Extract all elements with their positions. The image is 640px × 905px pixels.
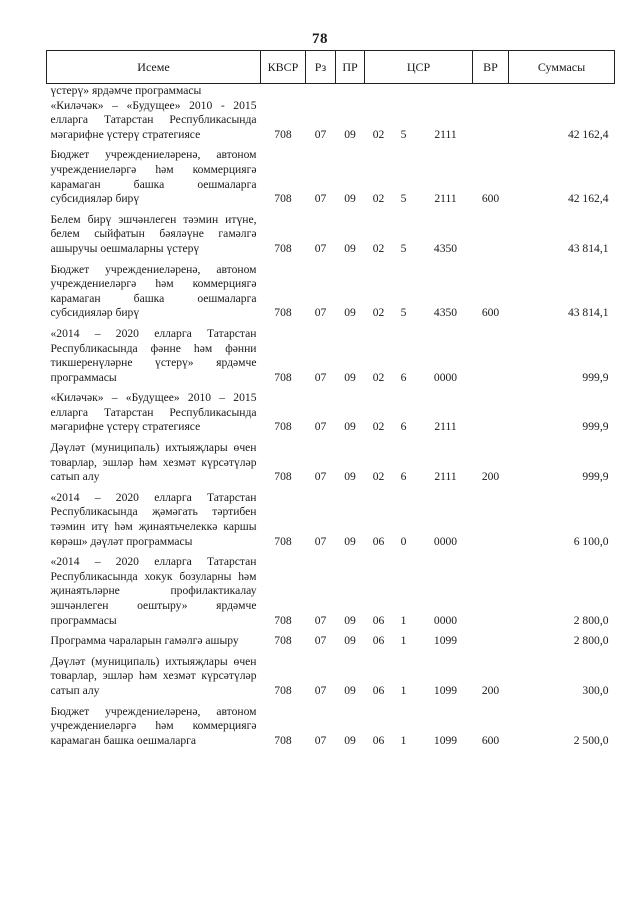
row-csr-program: 02 bbox=[372, 241, 385, 255]
row-csr-subprogram: 1 bbox=[400, 613, 407, 627]
row-amount: 42 162,4 bbox=[567, 192, 609, 206]
row-pr: 09 bbox=[344, 733, 356, 747]
table-row bbox=[47, 634, 615, 655]
table-header-row bbox=[47, 51, 615, 84]
row-kvsr: 708 bbox=[274, 370, 292, 384]
header-vr: ВР bbox=[473, 51, 509, 84]
row-csr-program: 06 bbox=[372, 613, 385, 627]
row-kvsr: 708 bbox=[274, 420, 292, 434]
row-csr-program: 02 bbox=[372, 420, 385, 434]
row-amount: 999,9 bbox=[582, 420, 609, 434]
row-csr-direction: 2111 bbox=[434, 192, 457, 206]
header-csr: ЦСР bbox=[365, 51, 473, 84]
row-rz: 07 bbox=[314, 306, 327, 320]
row-rz: 07 bbox=[314, 470, 327, 484]
header-name: Исеме bbox=[47, 51, 261, 84]
header-pr: ПР bbox=[336, 51, 365, 84]
row-name: Бюджет учреждениеләренә, автоном учреждениеләргә һәм коммерциягә карамаган башка оешмаларга субсидияләр бирү bbox=[50, 148, 257, 206]
row-kvsr: 708 bbox=[274, 241, 292, 255]
row-amount: 2 800,0 bbox=[573, 613, 609, 627]
row-amount: 2 800,0 bbox=[573, 634, 609, 648]
row-csr-program: 06 bbox=[372, 733, 385, 747]
row-vr bbox=[473, 555, 509, 634]
row-csr-program: 06 bbox=[372, 634, 385, 648]
row-pr: 09 bbox=[344, 420, 356, 434]
row-kvsr: 708 bbox=[274, 127, 292, 141]
row-csr-direction: 0000 bbox=[433, 613, 458, 627]
row-csr-subprogram: 1 bbox=[400, 634, 407, 648]
row-csr-subprogram: 6 bbox=[400, 370, 407, 384]
row-csr-subprogram: 5 bbox=[400, 241, 407, 255]
row-pr: 09 bbox=[344, 634, 356, 648]
row-pr: 09 bbox=[344, 534, 356, 548]
row-rz: 07 bbox=[314, 192, 327, 206]
row-vr bbox=[473, 634, 509, 655]
row-name: «2014 – 2020 елларга Татарстан Республикасында җәмәгать тәртибен тәэмин итү һәм җинаятьчелеккә каршы көрәш» дәүләт программасы bbox=[50, 490, 257, 548]
row-kvsr: 708 bbox=[274, 306, 292, 320]
row-vr: 200 bbox=[481, 683, 500, 697]
row-csr-direction: 1099 bbox=[433, 634, 458, 648]
header-amount: Суммасы bbox=[509, 51, 615, 84]
table-row bbox=[47, 327, 615, 391]
row-name: Бюджет учреждениеләренә, автоном учреждениеләргә һәм коммерциягә карамаган башка оешмаларга субсидияләр бирү bbox=[50, 262, 257, 320]
table-row bbox=[47, 263, 615, 327]
row-csr-program: 02 bbox=[372, 306, 385, 320]
row-pr: 09 bbox=[344, 306, 356, 320]
table-body bbox=[47, 84, 615, 755]
row-amount: 999,9 bbox=[582, 470, 609, 484]
row-pr: 09 bbox=[344, 192, 356, 206]
row-vr: 600 bbox=[481, 733, 500, 747]
row-csr-subprogram: 1 bbox=[400, 683, 407, 697]
row-csr-program: 02 bbox=[372, 470, 385, 484]
row-csr-direction: 1099 bbox=[433, 683, 458, 697]
row-csr-direction: 4350 bbox=[433, 241, 458, 255]
row-vr bbox=[473, 213, 509, 263]
row-csr-direction: 2111 bbox=[434, 127, 457, 141]
row-pr: 09 bbox=[344, 683, 356, 697]
table-row bbox=[47, 705, 615, 755]
row-amount: 42 162,4 bbox=[567, 127, 609, 141]
row-name: «Киләчәк» – «Будущее» 2010 - 2015 елларга Татарстан Республикасында мәгарифне үстерү стратегиясе bbox=[50, 98, 257, 141]
row-amount: 2 500,0 bbox=[573, 733, 609, 747]
row-kvsr: 708 bbox=[274, 470, 292, 484]
table-row bbox=[47, 655, 615, 705]
page-number: 78 bbox=[312, 31, 328, 47]
row-csr-direction: 0000 bbox=[433, 534, 458, 548]
row-csr-direction: 2111 bbox=[434, 470, 457, 484]
budget-table bbox=[46, 50, 615, 754]
row-csr-program: 06 bbox=[372, 534, 385, 548]
row-csr-subprogram: 5 bbox=[400, 306, 407, 320]
row-pr: 09 bbox=[344, 241, 356, 255]
row-name: «2014 – 2020 елларга Татарстан Республикасында фәнне һәм фәнни тикшеренүләрне үстерү» ярдәмче программасы bbox=[50, 326, 257, 384]
row-amount: 999,9 bbox=[582, 370, 609, 384]
row-csr-subprogram: 6 bbox=[400, 470, 407, 484]
row-name: Бюджет учреждениеләренә, автоном учреждениеләргә һәм коммерциягә карамаган башка оешмаларга bbox=[50, 704, 257, 747]
table-row bbox=[47, 148, 615, 212]
header-kvsr: КВСР bbox=[261, 51, 306, 84]
table-row bbox=[47, 441, 615, 491]
row-kvsr: 708 bbox=[274, 192, 292, 206]
row-csr-direction: 0000 bbox=[433, 370, 458, 384]
row-kvsr: 708 bbox=[274, 613, 292, 627]
row-csr-program: 02 bbox=[372, 127, 385, 141]
row-csr-subprogram: 1 bbox=[400, 733, 407, 747]
continuation-text: үстерү» ярдәмче программасы bbox=[50, 84, 202, 97]
row-name: Программа чараларын гамәлгә ашыру bbox=[50, 634, 239, 648]
row-csr-subprogram: 5 bbox=[400, 127, 407, 141]
row-rz: 07 bbox=[314, 420, 327, 434]
row-csr-program: 06 bbox=[372, 683, 385, 697]
row-rz: 07 bbox=[314, 683, 327, 697]
row-amount: 6 100,0 bbox=[573, 534, 609, 548]
row-vr bbox=[473, 391, 509, 441]
row-rz: 07 bbox=[314, 534, 327, 548]
row-pr: 09 bbox=[344, 470, 356, 484]
row-rz: 07 bbox=[314, 613, 327, 627]
row-vr bbox=[473, 99, 509, 149]
row-csr-program: 02 bbox=[372, 192, 385, 206]
table-row bbox=[47, 99, 615, 149]
row-rz: 07 bbox=[314, 370, 327, 384]
table-row bbox=[47, 555, 615, 634]
row-vr: 600 bbox=[481, 192, 500, 206]
row-kvsr: 708 bbox=[274, 534, 292, 548]
row-csr-direction: 1099 bbox=[433, 733, 458, 747]
row-rz: 07 bbox=[314, 241, 327, 255]
row-vr bbox=[473, 491, 509, 555]
row-rz: 07 bbox=[314, 634, 327, 648]
row-name: Белем бирү эшчәнлеген тәэмин итүне, белем сыйфатын бәяләүне гамәлгә ашыручы оешмаларны үстерү bbox=[50, 212, 257, 255]
row-kvsr: 708 bbox=[274, 683, 292, 697]
continuation-row bbox=[47, 84, 615, 99]
row-csr-subprogram: 6 bbox=[400, 420, 407, 434]
row-rz: 07 bbox=[314, 127, 327, 141]
row-csr-subprogram: 0 bbox=[400, 534, 407, 548]
row-csr-direction: 4350 bbox=[433, 306, 458, 320]
table-row bbox=[47, 491, 615, 555]
row-kvsr: 708 bbox=[274, 733, 292, 747]
row-csr-direction: 2111 bbox=[434, 420, 457, 434]
row-csr-program: 02 bbox=[372, 370, 385, 384]
row-vr bbox=[473, 327, 509, 391]
table-row bbox=[47, 213, 615, 263]
row-csr-subprogram: 5 bbox=[400, 192, 407, 206]
row-name: «Киләчәк» – «Будущее» 2010 – 2015 елларга Татарстан Республикасында мәгарифне үстерү стратегиясе bbox=[50, 391, 257, 434]
row-name: Дәүләт (муниципаль) ихтыяҗлары өчен товарлар, эшләр һәм хезмәт күрсәтүләр сатып алу bbox=[50, 654, 257, 697]
row-amount: 43 814,1 bbox=[567, 306, 609, 320]
row-vr: 600 bbox=[481, 306, 500, 320]
row-pr: 09 bbox=[344, 370, 356, 384]
row-vr: 200 bbox=[481, 470, 500, 484]
row-name: «2014 – 2020 елларга Татарстан Республикасында хокук бозуларны һәм җинаятьләрне профилактикалау эшчәнлеген оештыру» ярдәмче программасы bbox=[50, 555, 257, 627]
row-rz: 07 bbox=[314, 733, 327, 747]
row-pr: 09 bbox=[344, 127, 356, 141]
row-name: Дәүләт (муниципаль) ихтыяҗлары өчен товарлар, эшләр һәм хезмәт күрсәтүләр сатып алу bbox=[50, 441, 257, 484]
row-amount: 300,0 bbox=[582, 683, 609, 697]
table-row bbox=[47, 391, 615, 441]
header-rz: Рз bbox=[306, 51, 336, 84]
row-kvsr: 708 bbox=[274, 634, 292, 648]
row-amount: 43 814,1 bbox=[567, 241, 609, 255]
row-pr: 09 bbox=[344, 613, 356, 627]
